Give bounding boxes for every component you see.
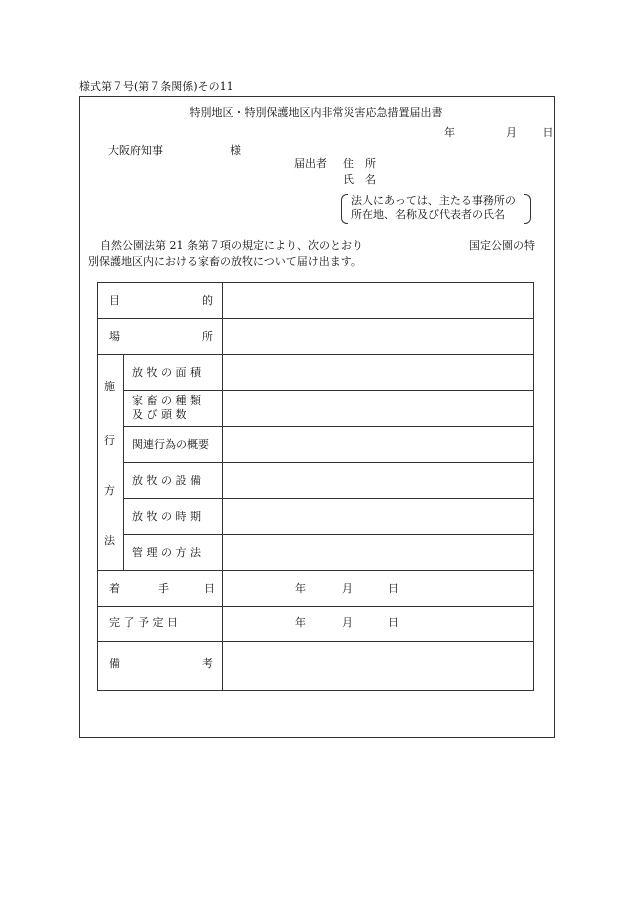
- row-divider: [98, 570, 533, 571]
- place-label-b: 所: [202, 330, 213, 343]
- body-text-line1: 自然公園法第 21 条第７項の規定により、次のとおり: [100, 239, 363, 252]
- livestock-count-label: 及 び 頭 数: [132, 408, 187, 421]
- completion-day-label: 日: [388, 616, 399, 629]
- column-divider: [222, 283, 223, 690]
- related-activity-label: 関連行為の概要: [132, 438, 209, 451]
- column-divider: [123, 354, 124, 570]
- remarks-label-b: 考: [202, 657, 213, 670]
- livestock-field[interactable]: [228, 397, 528, 423]
- right-bracket: [524, 194, 531, 224]
- purpose-label-a: 目: [109, 294, 120, 307]
- method-group-char-4: 法: [104, 534, 115, 547]
- grazing-period-label: 放 牧 の 時 期: [132, 510, 201, 523]
- row-divider: [98, 641, 533, 642]
- start-month-label: 月: [342, 582, 353, 595]
- start-year-label: 年: [295, 582, 306, 595]
- date-day-label: 日: [542, 126, 554, 139]
- row-divider: [123, 426, 533, 427]
- body-text-line2: 別保護地区内における家畜の放牧について届け出ます。: [88, 255, 362, 268]
- start-date-label-a: 着: [109, 582, 120, 595]
- applicant-label: 届出者: [294, 157, 327, 170]
- date-month-label: 月: [506, 126, 517, 139]
- grazing-area-field[interactable]: [228, 361, 528, 387]
- place-label-a: 場: [109, 330, 120, 343]
- method-group-char-3: 方: [104, 484, 115, 497]
- form-title: 特別地区・特別保護地区内非常災害応急措置届出書: [189, 106, 443, 119]
- row-divider: [123, 534, 533, 535]
- livestock-type-label: 家 畜 の 種 類: [132, 394, 201, 407]
- row-divider: [98, 606, 533, 607]
- management-method-label: 管 理 の 方 法: [132, 546, 201, 559]
- completion-year-label: 年: [295, 616, 306, 629]
- form-number-label: 様式第７号(第７条関係)その11: [79, 80, 234, 93]
- remarks-field[interactable]: [228, 647, 528, 685]
- grazing-facility-field[interactable]: [228, 469, 528, 495]
- grazing-facility-label: 放 牧 の 設 備: [132, 474, 201, 487]
- grazing-area-label: 放 牧 の 面 積: [132, 366, 201, 379]
- grazing-period-field[interactable]: [228, 505, 528, 531]
- start-date-label-c: 日: [204, 582, 215, 595]
- management-method-field[interactable]: [228, 541, 528, 567]
- completion-month-label: 月: [342, 616, 353, 629]
- place-field[interactable]: [228, 325, 528, 351]
- row-divider: [123, 462, 533, 463]
- body-text-line1-end: 国定公園の特: [469, 239, 535, 252]
- row-divider: [98, 318, 533, 319]
- submission-date: [444, 126, 554, 140]
- related-activity-field[interactable]: [228, 433, 528, 459]
- date-year-label: 年: [444, 126, 455, 139]
- purpose-label-b: 的: [202, 294, 213, 307]
- addressee: 大阪府知事: [108, 144, 163, 157]
- corporation-note: [341, 194, 531, 222]
- row-divider: [98, 354, 533, 355]
- left-bracket: [341, 194, 348, 224]
- remarks-label-a: 備: [109, 657, 120, 670]
- completion-date-label: 完 了 予 定 日: [109, 616, 178, 629]
- corp-note-line1: 法人にあっては、主たる事務所の: [351, 194, 516, 207]
- row-divider: [123, 498, 533, 499]
- method-group-char-2: 行: [104, 434, 115, 447]
- corp-note-line2: 所在地、名称及び代表者の氏名: [351, 208, 505, 221]
- applicant-address-label: 住 所: [343, 157, 376, 170]
- application-table: [97, 282, 534, 691]
- purpose-field[interactable]: [228, 289, 528, 315]
- start-date-label-b: 手: [158, 582, 169, 595]
- applicant-name-label: 氏 名: [343, 173, 376, 186]
- start-day-label: 日: [388, 582, 399, 595]
- addressee-suffix: 様: [230, 144, 241, 157]
- row-divider: [123, 390, 533, 391]
- method-group-char-1: 施: [104, 380, 115, 393]
